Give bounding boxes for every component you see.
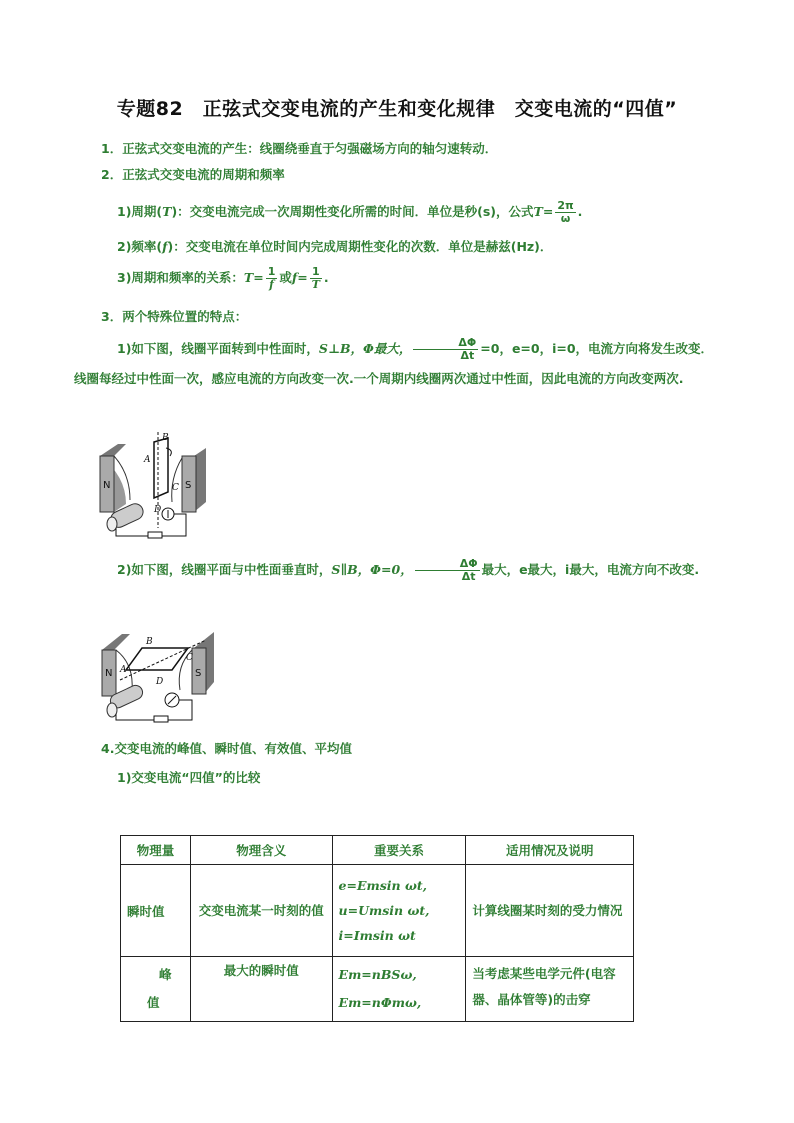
table-header: 重要关系 (332, 836, 466, 865)
four-values-table (120, 835, 634, 1022)
svg-text:N: N (105, 668, 113, 679)
svg-text:B: B (146, 637, 153, 647)
relation-line: 3)周期和频率的关系：T= $\frac{1}{f}$ 或f= $\frac{1}{T}$ . (117, 265, 329, 292)
relation-formula: i=Imsin ωt (338, 928, 416, 943)
relation-formula: e=Emsin ωt, (338, 878, 427, 893)
svg-text:D: D (154, 505, 162, 515)
table-cell: 当考虑某些电学元件(电容器、晶体管等)的击穿 (466, 957, 634, 1022)
period-line: 1)周期(T)：交变电流完成一次周期性变化所需的时间．单位是秒(s)，公式T= $\frac{2\pi}{\omega}$ . (117, 199, 583, 226)
svg-text:S: S (195, 668, 202, 679)
relation-formula: u=Umsin ωt, (338, 903, 430, 918)
table-header: 适用情况及说明 (466, 836, 634, 865)
table-cell: 计算线圈某时刻的受力情况 (466, 865, 634, 957)
table-cell (332, 957, 466, 1022)
item-4-1: 1)交变电流“四值”的比较 (117, 770, 261, 785)
period-fraction: $\frac{2\pi}{\omega}$ (557, 199, 574, 226)
item-1: 1．正弦式交变电流的产生：线圈绕垂直于匀强磁场方向的轴匀速转动． (101, 141, 498, 156)
svg-text:B: B (162, 433, 169, 443)
table-cell: 交变电流某一时刻的值 (190, 865, 332, 957)
table-header: 物理量 (121, 836, 191, 865)
svg-text:S: S (185, 480, 192, 491)
generator-figure-1 (96, 428, 216, 540)
relation-formula: Em=nΦmω, (338, 995, 422, 1010)
perpendicular-plane-paragraph: 2)如下图，线圈平面与中性面垂直时，S∥B，Φ=0， $\frac{\Delta\Phi}{\Delta t}$ 最大，e最大，i最大，电流方向不改变. (117, 556, 700, 583)
table-header-row (121, 836, 634, 865)
generator-figure-2 (96, 628, 222, 724)
table-cell: 峰 值 (121, 957, 191, 1022)
svg-text:C: C (172, 483, 179, 493)
page-title: 专题82 正弦式交变电流的产生和变化规律 交变电流的“四值” (116, 98, 678, 120)
relation-formula: Em=nBSω, (338, 967, 417, 982)
table-header: 物理含义 (190, 836, 332, 865)
svg-text:C: C (186, 653, 193, 663)
neutral-plane-paragraph: 1)如下图，线圈平面转到中性面时，S⊥B，Φ最大， $\frac{\Delta\Phi}{\Delta t}$ =0，e=0，i=0，电流方向将发生改变．线圈每经过中性面一次，感应电流的方向改变一次.一个周期内线圈两次通过中性面，因此电流的方向改变两次. (74, 335, 714, 386)
item-4: 4.交变电流的峰值、瞬时值、有效值、平均值 (101, 741, 352, 756)
frequency-line: 2)频率(f)：交变电流在单位时间内完成周期性变化的次数．单位是赫兹(Hz)． (117, 239, 553, 254)
item-2: 2．正弦式交变电流的周期和频率 (101, 167, 285, 182)
table-row (121, 957, 634, 1022)
svg-text:A: A (144, 455, 151, 465)
table-row (121, 865, 634, 957)
svg-text:D: D (156, 677, 164, 687)
table-cell: 最大的瞬时值 (190, 957, 332, 1022)
table-cell: 瞬时值 (121, 865, 191, 957)
svg-text:A: A (120, 665, 127, 675)
table-cell (332, 865, 466, 957)
item-3: 3．两个特殊位置的特点： (101, 309, 248, 324)
svg-text:N: N (103, 480, 111, 491)
